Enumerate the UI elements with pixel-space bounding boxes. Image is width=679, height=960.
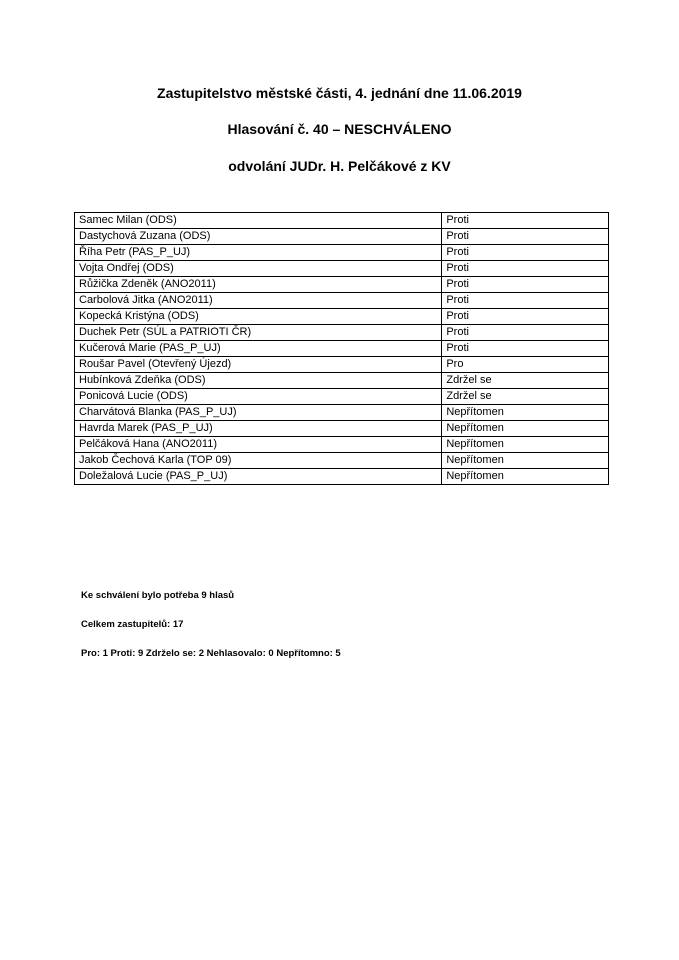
member-vote: Nepřítomen (442, 437, 609, 453)
member-vote: Nepřítomen (442, 405, 609, 421)
member-name: Doležalová Lucie (PAS_P_UJ) (75, 469, 442, 485)
member-name: Vojta Ondřej (ODS) (75, 261, 442, 277)
vote-counts-text: Pro: 1 Proti: 9 Zdrželo se: 2 Nehlasovalo: 0 Nepřítomno: 5 (81, 648, 341, 659)
table-row (75, 309, 609, 325)
table-row (75, 453, 609, 469)
table-row (75, 293, 609, 309)
member-name: Roušar Pavel (Otevřený Újezd) (75, 357, 442, 373)
member-vote: Nepřítomen (442, 421, 609, 437)
table-row (75, 261, 609, 277)
required-votes-text: Ke schválení bylo potřeba 9 hlasů (81, 590, 235, 601)
member-vote: Proti (442, 309, 609, 325)
member-name: Jakob Čechová Karla (TOP 09) (75, 453, 442, 469)
member-name: Hubínková Zdeňka (ODS) (75, 373, 442, 389)
member-name: Růžička Zdeněk (ANO2011) (75, 277, 442, 293)
table-row (75, 245, 609, 261)
member-vote: Proti (442, 213, 609, 229)
table-row (75, 277, 609, 293)
member-name: Kučerová Marie (PAS_P_UJ) (75, 341, 442, 357)
member-name: Duchek Petr (SÚL a PATRIOTI ČR) (75, 325, 442, 341)
document-title: Zastupitelstvo městské části, 4. jednání dne 11.06.2019 (157, 85, 522, 101)
member-vote: Proti (442, 229, 609, 245)
member-vote: Pro (442, 357, 609, 373)
member-name: Charvátová Blanka (PAS_P_UJ) (75, 405, 442, 421)
member-name: Samec Milan (ODS) (75, 213, 442, 229)
table-row (75, 405, 609, 421)
member-name: Kopecká Kristýna (ODS) (75, 309, 442, 325)
table-row (75, 229, 609, 245)
table-row (75, 437, 609, 453)
table-row (75, 373, 609, 389)
table-row (75, 357, 609, 373)
table-row (75, 325, 609, 341)
member-name: Ponicová Lucie (ODS) (75, 389, 442, 405)
member-vote: Nepřítomen (442, 469, 609, 485)
table-row (75, 389, 609, 405)
member-name: Pelčáková Hana (ANO2011) (75, 437, 442, 453)
member-vote: Nepřítomen (442, 453, 609, 469)
member-name: Říha Petr (PAS_P_UJ) (75, 245, 442, 261)
vote-result-heading: Hlasování č. 40 – NESCHVÁLENO (227, 121, 452, 137)
member-vote: Proti (442, 245, 609, 261)
member-vote: Proti (442, 325, 609, 341)
member-name: Havrda Marek (PAS_P_UJ) (75, 421, 442, 437)
member-vote: Zdržel se (442, 389, 609, 405)
member-name: Dastychová Zuzana (ODS) (75, 229, 442, 245)
vote-subject-heading: odvolání JUDr. H. Pelčákové z KV (228, 158, 451, 174)
table-row (75, 469, 609, 485)
member-name: Carbolová Jitka (ANO2011) (75, 293, 442, 309)
total-members-text: Celkem zastupitelů: 17 (81, 619, 184, 630)
member-vote: Proti (442, 277, 609, 293)
table-row (75, 213, 609, 229)
member-vote: Proti (442, 341, 609, 357)
member-vote: Zdržel se (442, 373, 609, 389)
member-vote: Proti (442, 293, 609, 309)
votes-table (74, 212, 609, 485)
table-row (75, 421, 609, 437)
table-row (75, 341, 609, 357)
member-vote: Proti (442, 261, 609, 277)
